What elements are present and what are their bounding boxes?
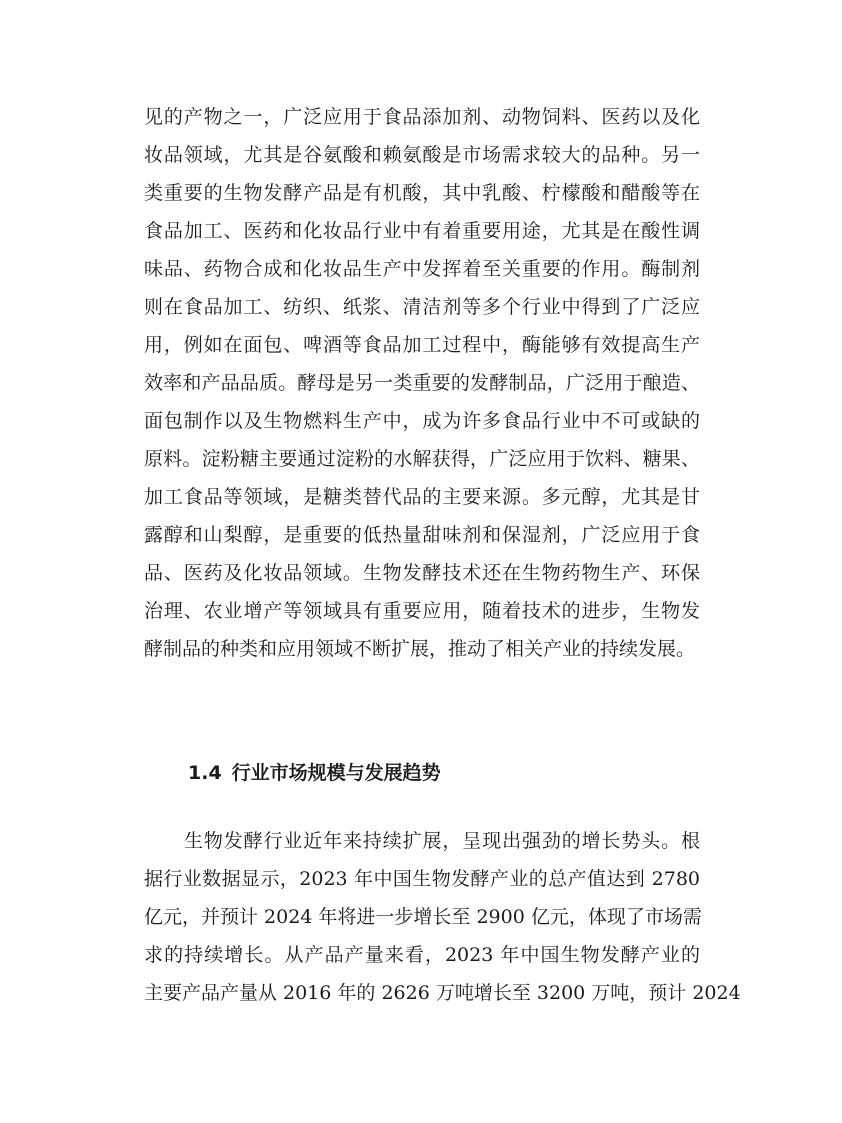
text-line: 用，例如在面包、啤酒等食品加工过程中，酶能够有效提高生产 bbox=[144, 334, 700, 356]
text-line: 效率和产品品质。酵母是另一类重要的发酵制品，广泛用于酿造、 bbox=[144, 372, 700, 394]
text-line: 加工食品等领域，是糖类替代品的主要来源。多元醇，尤其是甘 bbox=[144, 486, 700, 508]
text-line: 味品、药物合成和化妆品生产中发挥着至关重要的作用。酶制剂 bbox=[144, 258, 700, 280]
text-line: 露醇和山梨醇，是重要的低热量甜味剂和保湿剂，广泛应用于食 bbox=[144, 524, 700, 546]
text-line: 则在食品加工、纺织、纸浆、清洁剂等多个行业中得到了广泛应 bbox=[144, 296, 700, 318]
section-title: 行业市场规模与发展趋势 bbox=[231, 762, 441, 784]
text-line: 求的持续增长。从产品产量来看，2023 年中国生物发酵产业的 bbox=[144, 944, 700, 966]
text-line: 类重要的生物发酵产品是有机酸，其中乳酸、柠檬酸和醋酸等在 bbox=[144, 182, 700, 204]
text-line: 妆品领域，尤其是谷氨酸和赖氨酸是市场需求较大的品种。另一 bbox=[144, 144, 700, 166]
text-line: 治理、农业增产等领域具有重要应用，随着技术的进步，生物发 bbox=[144, 600, 700, 622]
text-line: 原料。淀粉糖主要通过淀粉的水解获得，广泛应用于饮料、糖果、 bbox=[144, 448, 700, 470]
text-line: 生物发酵行业近年来持续扩展，呈现出强劲的增长势头。根 bbox=[184, 830, 700, 852]
text-line: 面包制作以及生物燃料生产中，成为许多食品行业中不可或缺的 bbox=[144, 410, 700, 432]
text-line: 见的产物之一，广泛应用于食品添加剂、动物饲料、医药以及化 bbox=[144, 106, 700, 128]
section-number: 1.4 bbox=[188, 762, 222, 784]
text-line: 主要产品产量从 2016 年的 2626 万吨增长至 3200 万吨，预计 2024 bbox=[144, 982, 741, 1004]
text-line: 据行业数据显示，2023 年中国生物发酵产业的总产值达到 2780 bbox=[144, 868, 700, 890]
section-heading bbox=[188, 758, 441, 788]
text-line: 酵制品的种类和应用领域不断扩展，推动了相关产业的持续发展。 bbox=[144, 638, 696, 660]
text-line: 品、医药及化妆品领域。生物发酵技术还在生物药物生产、环保 bbox=[144, 562, 700, 584]
text-line: 亿元，并预计 2024 年将进一步增长至 2900 亿元，体现了市场需 bbox=[144, 906, 702, 928]
text-line: 食品加工、医药和化妆品行业中有着重要用途，尤其是在酸性调 bbox=[144, 220, 700, 242]
